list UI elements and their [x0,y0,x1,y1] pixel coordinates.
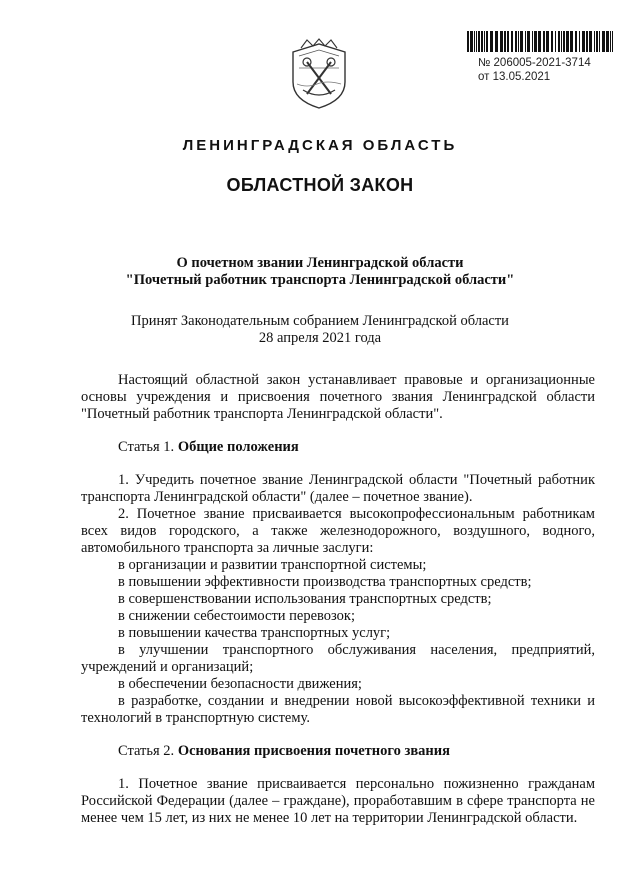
barcode-bar [486,31,488,52]
article-1-label: Статья 1. [118,439,175,455]
barcode-bar [558,31,560,52]
barcode-bar [484,31,485,52]
barcode-bar [551,31,553,52]
barcode-bar [561,31,562,52]
article-2-label: Статья 2. [118,743,175,759]
list-item: в совершенствовании использования транспортных средств; [118,591,492,607]
article-1-paragraph-1: 1. Учредить почетное звание Ленинградской области "Почетный работник транспорта Ленинградской области" (далее – почетное звание). [81,472,595,505]
article-1-paragraph-2: 2. Почетное звание присваивается высокопрофессиональным работникам всех видов городского, а также железнодорожного, воздушного, водного, автомобильного транспорта за личные заслуги: [81,506,595,556]
barcode-bar [534,31,537,52]
barcode-bar [589,31,592,52]
barcode-bar [570,31,573,52]
barcode-bar [476,31,477,52]
barcode-bar [586,31,588,52]
barcode-bar [610,31,611,52]
barcode-bar [467,31,469,52]
list-item: в улучшении транспортного обслуживания населения, предприятий, учреждений и организаций; [81,642,595,675]
registration-number [478,56,591,84]
barcode-bar [543,31,545,52]
coat-of-arms-icon [289,38,349,110]
barcode-bar [599,31,600,52]
preamble: Настоящий областной закон устанавливает правовые и организационные основы учреждения и присвоения почетного звания Ленинградской области "Почетный работник транспорта Ленинградской области". [81,372,595,422]
reg-date: от 13.05.2021 [478,71,551,83]
title-line-1: О почетном звании Ленинградской области [176,255,464,271]
barcode-bar [515,31,517,52]
barcode-bar [495,31,498,52]
barcode-bar [575,31,577,52]
article-2-heading [81,743,595,760]
list-item: в разработке, создании и внедрении новой высокоэффективной техники и технологий в транспортную систему. [81,693,595,726]
barcode-bar [532,31,533,52]
barcode-bar [525,31,526,52]
barcode-bar [507,31,509,52]
barcode-bar [474,31,475,52]
law-body [81,372,595,827]
adopted-line-2: 28 апреля 2021 года [258,330,382,346]
title-line-2: "Почетный работник транспорта Ленинградской области" [125,272,515,288]
barcode-bar [563,31,565,52]
document-type: ОБЛАСТНОЙ ЗАКОН [226,175,414,195]
region-heading [0,137,640,154]
barcode [467,31,613,52]
article-1-heading [81,439,595,456]
list-item: в повышении эффективности производства транспортных средств; [118,574,532,590]
list-item: в снижении себестоимости перевозок; [118,608,356,624]
barcode-bar [538,31,541,52]
barcode-bar [596,31,598,52]
barcode-bar [594,31,595,52]
barcode-bar [481,31,483,52]
law-title [0,255,640,289]
barcode-bar [612,31,613,52]
barcode-bar [518,31,519,52]
article-1-title: Общие положения [177,439,299,455]
list-item: в организации и развитии транспортной системы; [118,557,427,573]
article-2-paragraph-1: 1. Почетное звание присваивается персонально пожизненно гражданам Российской Федерации (далее – граждане), проработавшим в сфере транспорта не менее чем 15 лет, из них не менее 10 лет на территории Ленинградской области. [81,776,595,826]
barcode-bar [478,31,480,52]
barcode-bar [566,31,569,52]
barcode-bar [582,31,585,52]
barcode-bar [500,31,503,52]
list-item: в обеспечении безопасности движения; [118,676,362,692]
barcode-bar [520,31,523,52]
barcode-bar [579,31,580,52]
reg-number: № 206005-2021-3714 [478,57,591,69]
barcode-bar [606,31,609,52]
adoption-note [0,313,640,347]
barcode-bar [511,31,513,52]
barcode-bar [546,31,549,52]
barcode-bar [490,31,493,52]
adopted-line-1: Принят Законодательным собранием Ленинградской области [131,313,509,329]
barcode-bar [555,31,556,52]
list-item: в повышении качества транспортных услуг; [118,625,391,641]
article-2-title: Основания присвоения почетного звания [177,743,450,759]
barcode-bar [602,31,605,52]
barcode-bar [527,31,530,52]
barcode-bar [470,31,473,52]
region-text: ЛЕНИНГРАДСКАЯ ОБЛАСТЬ [182,137,458,154]
barcode-bar [504,31,506,52]
